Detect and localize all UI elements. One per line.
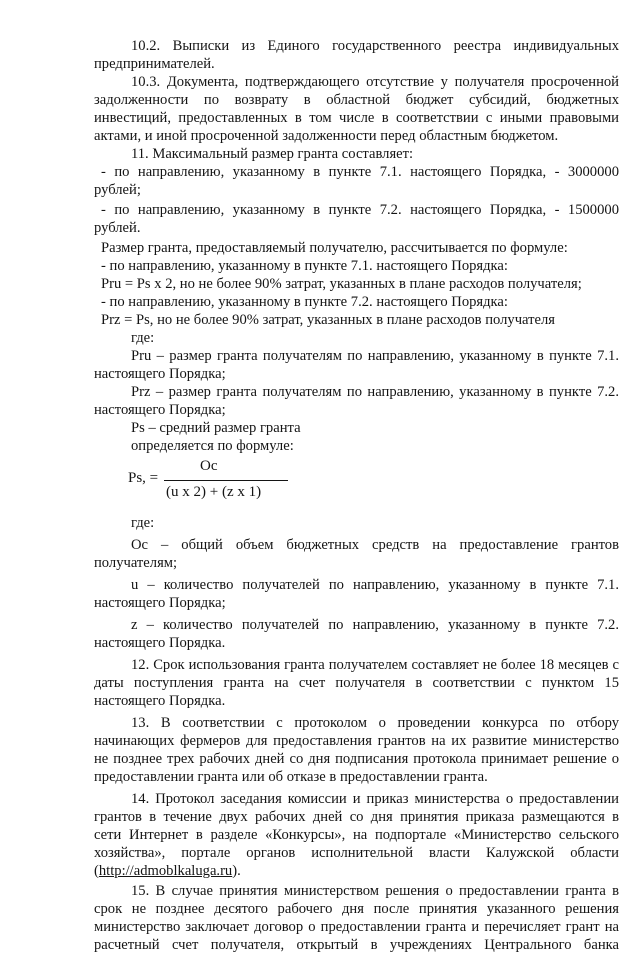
grant-max-7-1-line-2: рублей; [94,182,141,198]
fraction-bar [164,480,288,481]
paragraph-14-link-line [0,863,640,880]
formula-prz: Prz = Ps, но не более 90% затрат, указанных в плане расходов получателя [101,312,555,328]
paragraph-14-line-4: хозяйства», портале органов исполнительной власти Калужской области [94,845,619,861]
oc-definition-line-2: получателям; [94,555,178,571]
paragraph-10-2-line-1: 10.2. Выписки из Единого государственного реестра индивидуальных [131,38,619,54]
paragraph-12-line-2: даты поступления гранта на счет получателя в соответствии с пунктом 15 [94,675,619,691]
paragraph-10-3-line-2: задолженности по возврату в областной бюджет субсидий, бюджетных [94,92,619,108]
pru-definition-line-2: настоящего Порядка; [94,366,226,382]
paragraph-11-heading: 11. Максимальный размер гранта составляет: [131,146,414,162]
ps-determined-by: определяется по формуле: [131,438,294,454]
grant-direction-7-2: - по направлению, указанному в пункте 7.2. настоящего Порядка: [101,294,508,310]
grant-max-7-2-line-1: - по направлению, указанному в пункте 7.2. настоящего Порядка, - 1500000 [101,202,619,218]
link-close-paren: ). [232,863,241,879]
pru-definition-line-1: Pru – размер гранта получателям по направлению, указанному в пункте 7.1. [131,348,619,364]
prz-definition-line-2: настоящего Порядка; [94,402,226,418]
ps-formula [128,458,288,508]
formula-numerator: Ос [200,458,218,474]
formula-pru: Pru = Ps х 2, но не более 90% затрат, указанных в плане расходов получателя; [101,276,582,292]
paragraph-13-line-4: предоставлении гранта или об отказе в предоставлении гранта. [94,769,488,785]
paragraph-15-line-4: расчетный счет получателя, открытый в учреждениях Центрального банка [94,937,619,953]
paragraph-10-3-line-1: 10.3. Документа, подтверждающего отсутствие у получателя просроченной [131,74,619,90]
grant-max-7-1-line-1: - по направлению, указанному в пункте 7.1. настоящего Порядка, - 3000000 [101,164,619,180]
paragraph-10-3-line-4: актами, и иной просроченной задолженности перед областным бюджетом. [94,128,559,144]
paragraph-12-line-1: 12. Срок использования гранта получателем составляет не более 18 месяцев с [131,657,619,673]
u-definition-line-1: u – количество получателей по направлению, указанному в пункте 7.1. [131,577,619,593]
paragraph-14-line-2: грантов в течение двух рабочих дней со дня принятия приказа размещаются в [94,809,619,825]
paragraph-12-line-3: настоящего Порядка. [94,693,226,709]
paragraph-13-line-3: не позднее трех рабочих дней со дня подписания протокола принимает решение о [94,751,619,767]
oc-definition-line-1: Ос – общий объем бюджетных средств на предоставление грантов [131,537,619,553]
where-label-1: где: [131,330,155,346]
paragraph-13-line-1: 13. В соответствии с протоколом о проведении конкурса по отбору [131,715,619,731]
paragraph-15-line-3: министерство заключает договор о предоставлении гранта и перечисляет грант на [94,919,619,935]
prz-definition-line-1: Prz – размер гранта получателям по направлению, указанному в пункте 7.2. [131,384,619,400]
paragraph-10-3-line-3: инвестиций, предоставленных в том числе в соответствии с иными правовыми [94,110,619,126]
formula-denominator: (u x 2) + (z x 1) [166,484,262,500]
ps-definition: Ps – средний размер гранта [131,420,301,436]
link-open-paren: ( [94,863,99,879]
paragraph-13-line-2: начинающих фермеров для предоставления грантов на их развитие министерство [94,733,619,749]
admoblkaluga-link[interactable]: http://admoblkaluga.ru [98,863,233,879]
paragraph-14-line-3: сети Интернет в разделе «Конкурсы», на подпортале «Министерство сельского [94,827,619,843]
z-definition-line-1: z – количество получателей по направлению, указанному в пункте 7.2. [131,617,619,633]
paragraph-15-line-2: срок не позднее десятого рабочего дня после принятия указанного решения [94,901,619,917]
paragraph-14-line-1: 14. Протокол заседания комиссии и приказ министерства о предоставлении [131,791,619,807]
grant-formula-intro: Размер гранта, предоставляемый получателю, рассчитывается по формуле: [101,240,568,256]
where-label-2: где: [131,515,155,531]
grant-max-7-2-line-2: рублей. [94,220,141,236]
z-definition-line-2: настоящего Порядка. [94,635,226,651]
paragraph-15-line-1: 15. В случае принятия министерством решения о предоставлении гранта в [131,883,619,899]
u-definition-line-2: настоящего Порядка; [94,595,226,611]
formula-label: Ps, = [128,470,159,486]
paragraph-10-2-line-2: предпринимателей. [94,56,215,72]
grant-direction-7-1: - по направлению, указанному в пункте 7.1. настоящего Порядка: [101,258,508,274]
